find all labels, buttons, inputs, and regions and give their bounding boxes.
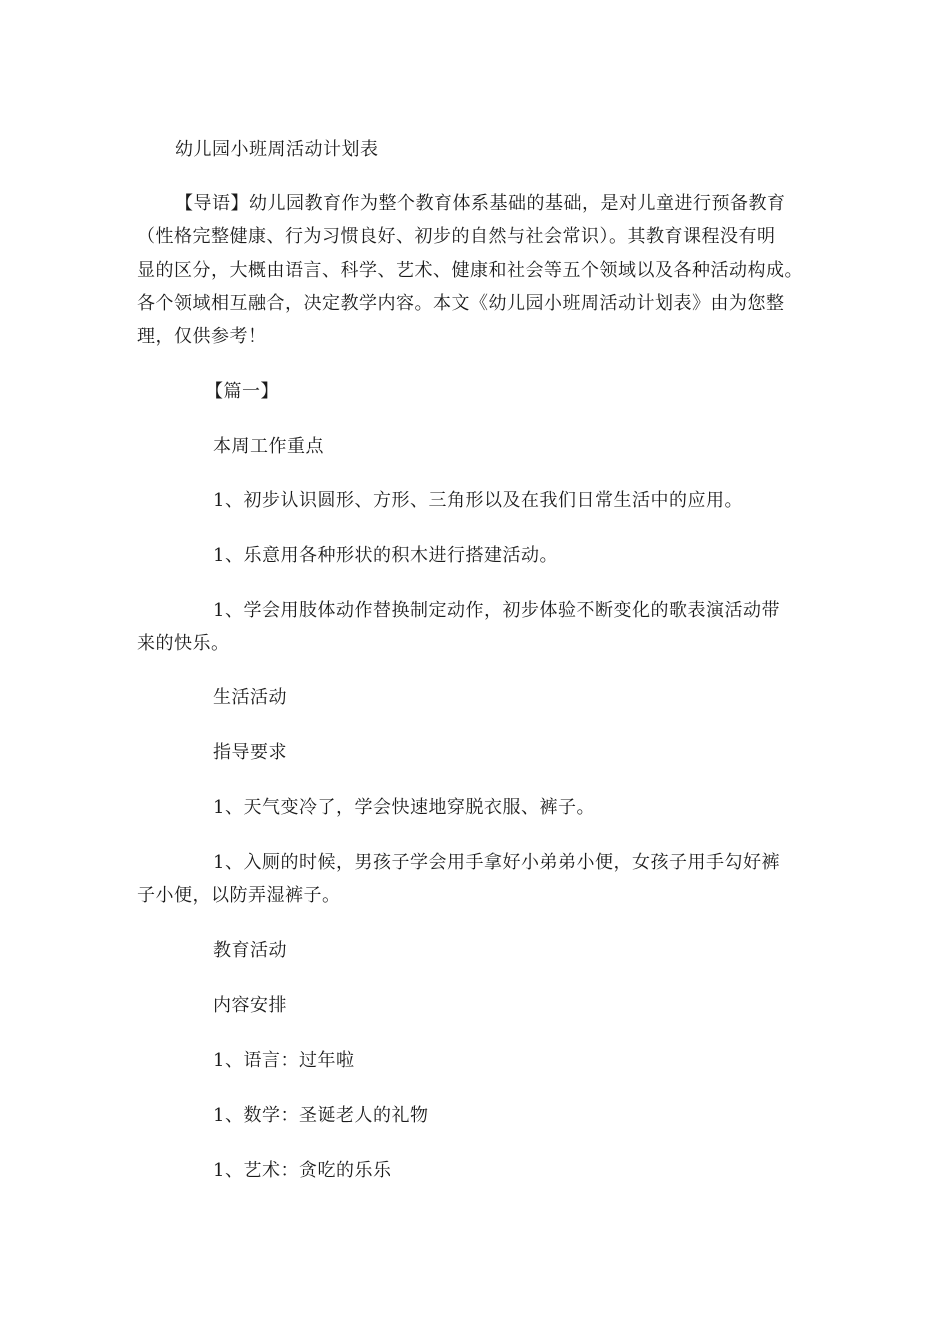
education-item: 1、数学：圣诞老人的礼物 <box>213 1105 429 1126</box>
section-heading: 【篇一】 <box>205 381 279 402</box>
life-item-continued: 子小便，以防弄湿裤子。 <box>137 885 341 906</box>
intro-line-4: 各个领域相互融合，决定教学内容。本文《幼儿园小班周活动计划表》由为您整 <box>137 293 785 314</box>
work-focus-heading: 本周工作重点 <box>213 436 324 457</box>
work-focus-item: 1、乐意用各种形状的积木进行搭建活动。 <box>213 545 558 566</box>
life-activity-heading: 生活活动 <box>213 687 287 708</box>
education-item: 1、语言：过年啦 <box>213 1050 355 1071</box>
intro-line-3: 显的区分，大概由语言、科学、艺术、健康和社会等五个领域以及各种活动构成。 <box>137 260 803 281</box>
education-item: 1、艺术：贪吃的乐乐 <box>213 1160 392 1181</box>
life-item: 1、天气变冷了，学会快速地穿脱衣服、裤子。 <box>213 797 595 818</box>
work-focus-item: 1、初步认识圆形、方形、三角形以及在我们日常生活中的应用。 <box>213 490 743 511</box>
work-focus-item: 1、学会用肢体动作替换制定动作，初步体验不断变化的歌表演活动带 <box>213 600 780 621</box>
intro-line-2: （性格完整健康、行为习惯良好、初步的自然与社会常识）。其教育课程没有明 <box>137 226 776 247</box>
intro-line-5: 理，仅供参考！ <box>137 326 267 347</box>
life-guidance-heading: 指导要求 <box>213 742 287 763</box>
work-focus-item-continued: 来的快乐。 <box>137 633 230 654</box>
intro-line-1: 【导语】幼儿园教育作为整个教育体系基础的基础，是对儿童进行预备教育 <box>175 193 786 214</box>
education-activity-heading: 教育活动 <box>213 940 287 961</box>
life-item: 1、入厕的时候，男孩子学会用手拿好小弟弟小便，女孩子用手勾好裤 <box>213 852 780 873</box>
document-title: 幼儿园小班周活动计划表 <box>175 139 379 160</box>
education-content-heading: 内容安排 <box>213 995 287 1016</box>
